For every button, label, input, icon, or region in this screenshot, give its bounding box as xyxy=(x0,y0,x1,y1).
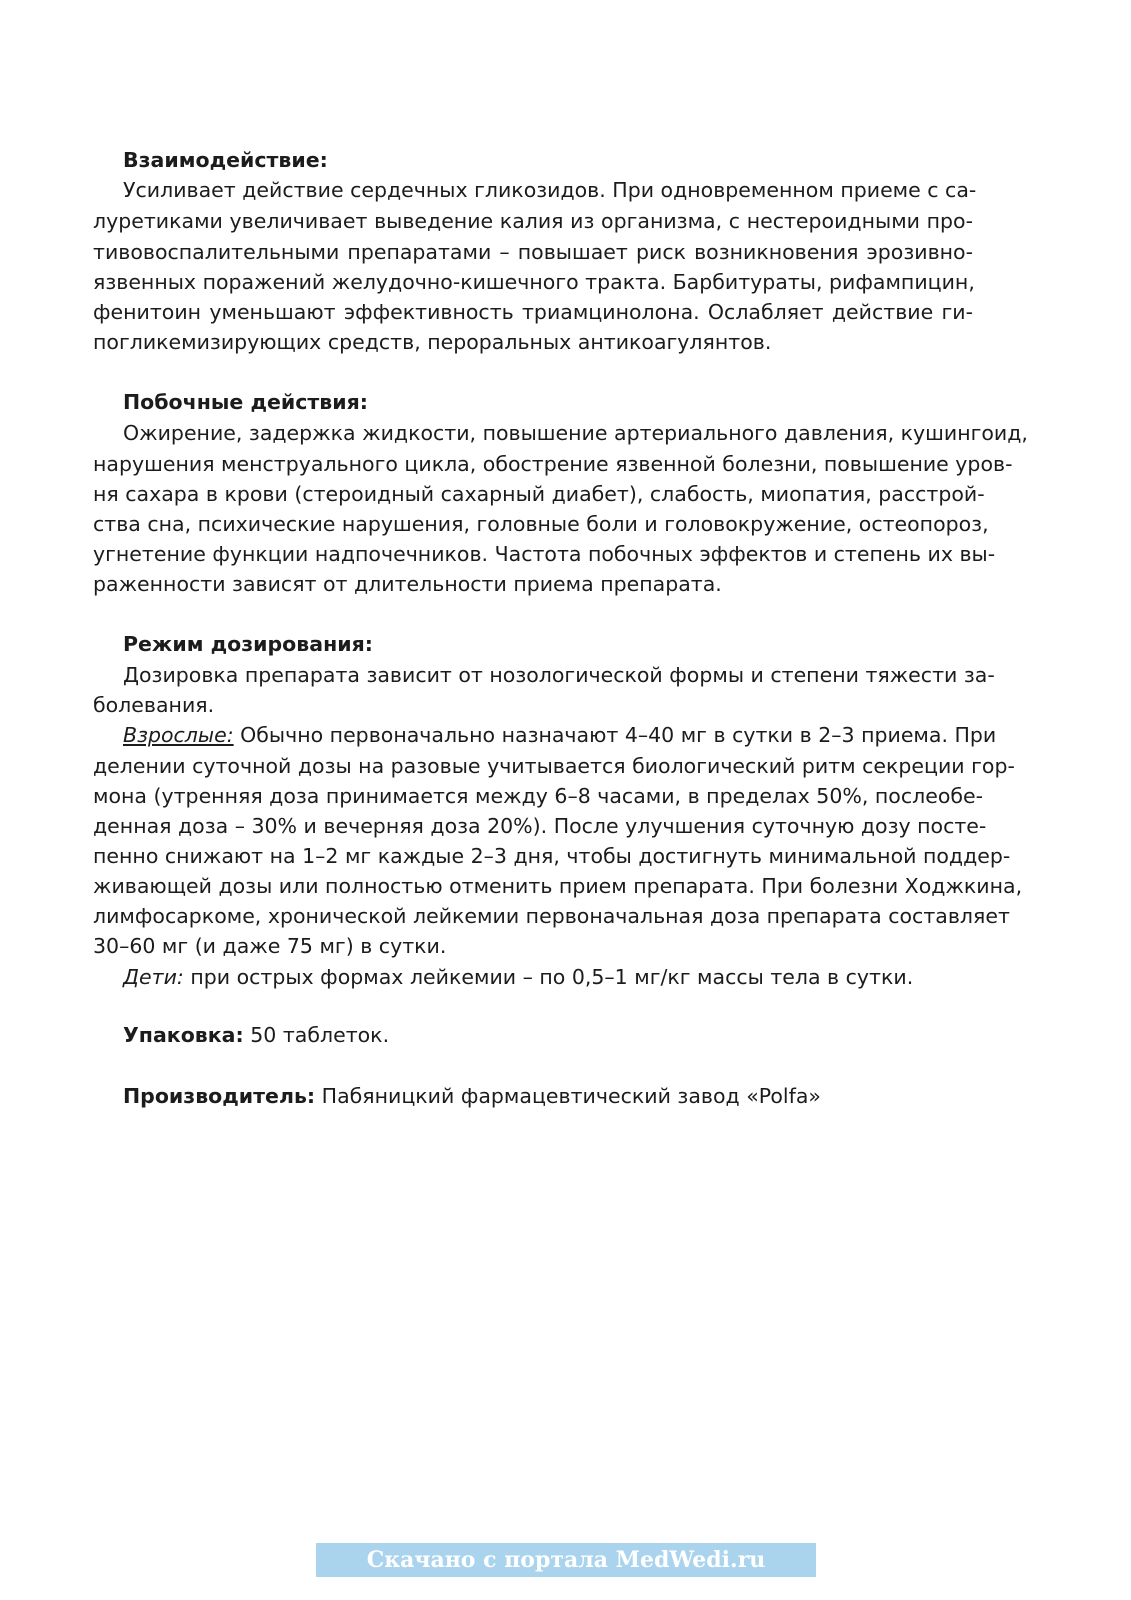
dosage-adults-line: делении суточной дозы на разовые учитывается биологический ритм секреции гор- xyxy=(93,754,1015,778)
dosage-adults-line: лимфосаркоме, хронической лейкемии первоначальная доза препарата составляет xyxy=(93,904,1010,928)
dosage-children-line xyxy=(123,962,973,992)
package-line xyxy=(123,1020,973,1050)
dosage-heading: Режим дозирования: xyxy=(123,632,373,656)
dosage-adults-line: мона (утренняя доза принимается между 6–8 часами, в пределах 50%, послеобе- xyxy=(93,784,984,808)
side-effects-line: нарушения менструального цикла, обострение язвенной болезни, повышение уров- xyxy=(93,452,1013,476)
download-source-banner: Скачано с портала MedWedi.ru xyxy=(316,1543,816,1577)
children-text: при острых формах лейкемии – по 0,5–1 мг/кг массы тела в сутки. xyxy=(183,965,914,989)
dosage-intro-line: Дозировка препарата зависит от нозологической формы и степени тяжести за- xyxy=(123,663,995,687)
manufacturer-value: Пабяницкий фармацевтический завод «Polfa» xyxy=(315,1084,821,1108)
adults-label: Взрослые: xyxy=(123,723,234,747)
side-effects-line: Ожирение, задержка жидкости, повышение артериального давления, кушингоид, xyxy=(123,421,1028,445)
dosage-intro-line: болевания. xyxy=(93,693,215,717)
interaction-line: погликемизирующих средств, пероральных антикоагулянтов. xyxy=(93,330,772,354)
interaction-line: тивовоспалительными препаратами – повышает риск возникновения эрозивно- xyxy=(93,240,973,264)
dosage-adults-line xyxy=(123,720,997,750)
interaction-line: фенитоин уменьшают эффективность триамцинолона. Ослабляет действие ги- xyxy=(93,300,973,324)
side-effects-line: угнетение функции надпочечников. Частота побочных эффектов и степень их вы- xyxy=(93,542,996,566)
adults-first-text: Обычно первоначально назначают 4–40 мг в сутки в 2–3 приема. При xyxy=(233,723,997,747)
interaction-line: язвенных поражений желудочно-кишечного тракта. Барбитураты, рифампицин, xyxy=(93,270,975,294)
dosage-adults-line: пенно снижают на 1–2 мг каждые 2–3 дня, чтобы достигнуть минимальной поддер- xyxy=(93,844,1011,868)
package-label: Упаковка: xyxy=(123,1023,244,1047)
side-effects-heading: Побочные действия: xyxy=(123,390,369,414)
dosage-adults-line: 30–60 мг (и даже 75 мг) в сутки. xyxy=(93,934,447,958)
side-effects-line: ства сна, психические нарушения, головные боли и головокружение, остеопороз, xyxy=(93,512,989,536)
package-value: 50 таблеток. xyxy=(243,1023,390,1047)
manufacturer-label: Производитель: xyxy=(123,1084,316,1108)
interaction-line: Усиливает действие сердечных гликозидов. При одновременном приеме с са- xyxy=(123,178,977,202)
children-label: Дети: xyxy=(123,965,184,989)
interaction-heading: Взаимодействие: xyxy=(123,148,328,172)
dosage-adults-line: живающей дозы или полностью отменить прием препарата. При болезни Ходжкина, xyxy=(93,874,1023,898)
interaction-line: луретиками увеличивает выведение калия из организма, с нестероидными про- xyxy=(93,209,973,233)
side-effects-line: раженности зависят от длительности приема препарата. xyxy=(93,572,722,596)
dosage-adults-line: денная доза – 30% и вечерняя доза 20%). После улучшения суточную дозу посте- xyxy=(93,814,987,838)
side-effects-line: ня сахара в крови (стероидный сахарный диабет), слабость, миопатия, расстрой- xyxy=(93,482,985,506)
manufacturer-line xyxy=(123,1081,973,1111)
